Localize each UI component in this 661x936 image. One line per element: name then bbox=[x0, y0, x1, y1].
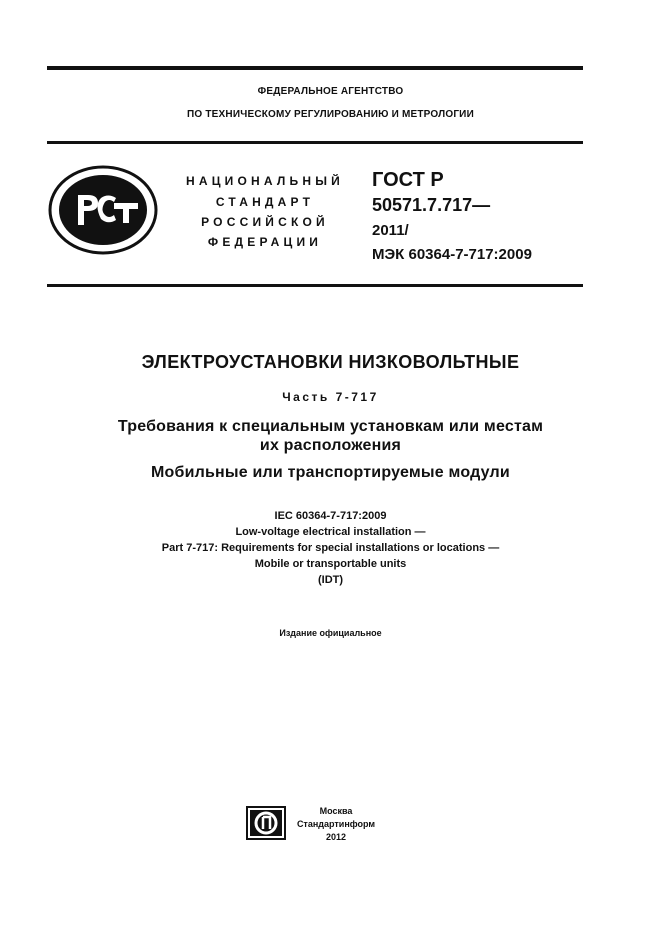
publisher-name: Стандартинформ bbox=[296, 819, 376, 829]
agency-line-2: ПО ТЕХНИЧЕСКОМУ РЕГУЛИРОВАНИЮ И МЕТРОЛОГИИ bbox=[187, 109, 474, 120]
publisher-year: 2012 bbox=[325, 832, 347, 842]
edition-label: Издание официальное bbox=[279, 628, 382, 638]
english-title-line-2: Low-voltage electrical installation — bbox=[235, 526, 426, 538]
document-title: ЭЛЕКТРОУСТАНОВКИ НИЗКОВОЛЬТНЫЕ bbox=[141, 352, 520, 372]
publisher-city: Москва bbox=[319, 806, 353, 816]
top-rule bbox=[47, 66, 583, 70]
header-rule bbox=[47, 141, 583, 144]
standard-block-rule bbox=[47, 284, 583, 287]
gost-rst-logo-icon bbox=[48, 165, 158, 255]
document-subtitle-line-2: их расположения bbox=[259, 437, 402, 454]
standard-label-line-1: НАЦИОНАЛЬНЫЙ bbox=[185, 174, 345, 188]
document-subtitle-line-1: Требования к специальным установкам или местам bbox=[117, 418, 544, 435]
document-subtitle-line-3: Мобильные или транспортируемые модули bbox=[151, 464, 510, 481]
standard-label-line-2: СТАНДАРТ bbox=[215, 195, 315, 209]
gost-designation-line-3: 2011/ bbox=[372, 222, 409, 239]
english-title-line-4: Mobile or transportable units bbox=[254, 558, 407, 570]
gost-designation-line-1: ГОСТ Р bbox=[372, 169, 444, 191]
standartinform-logo-icon bbox=[246, 806, 286, 840]
standard-label-line-3: РОССИЙСКОЙ bbox=[201, 215, 329, 229]
english-title-line-5: (IDT) bbox=[317, 574, 344, 586]
english-title-line-3: Part 7-717: Requirements for special installations or locations — bbox=[161, 542, 500, 554]
gost-designation-line-4: МЭК 60364-7-717:2009 bbox=[372, 246, 532, 263]
english-title-line-1: IEC 60364-7-717:2009 bbox=[274, 510, 387, 522]
gost-designation-line-2: 50571.7.717— bbox=[372, 195, 491, 215]
agency-line-1: ФЕДЕРАЛЬНОЕ АГЕНТСТВО bbox=[257, 86, 404, 97]
standard-label-line-4: ФЕДЕРАЦИИ bbox=[207, 235, 323, 249]
document-part: Часть 7-717 bbox=[282, 390, 379, 404]
